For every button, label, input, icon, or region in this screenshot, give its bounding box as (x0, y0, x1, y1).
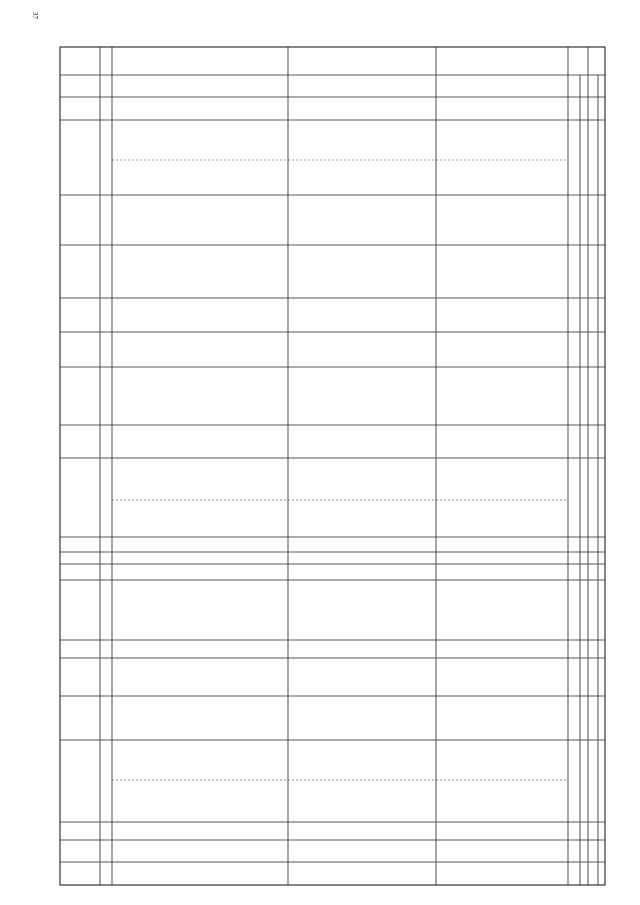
page-number: 37 (31, 12, 39, 19)
table-frame (60, 47, 605, 885)
